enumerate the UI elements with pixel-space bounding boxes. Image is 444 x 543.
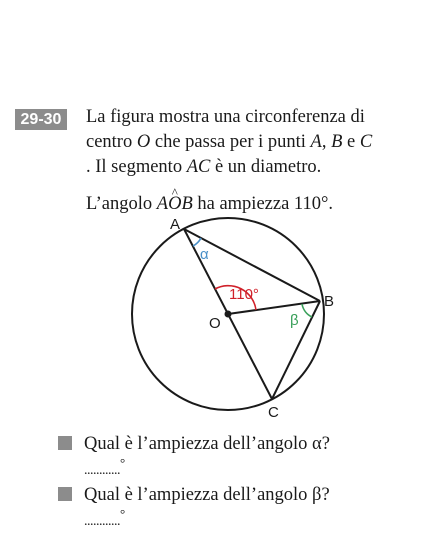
- alpha-arc: [193, 238, 201, 246]
- question-1-text: Qual è l’ampiezza dell’angolo α?: [84, 434, 330, 454]
- point-label-A: A: [170, 216, 181, 233]
- question-1-answer-blank[interactable]: ............°: [84, 455, 126, 478]
- question-2-answer-blank[interactable]: ............°: [84, 506, 126, 529]
- question-2-text: Qual è l’ampiezza dell’angolo β?: [84, 485, 330, 505]
- center-angle-label: 110°: [229, 286, 259, 303]
- beta-label: β: [290, 312, 299, 329]
- exercise-number-badge: 29-30: [15, 109, 67, 130]
- point-label-B: B: [324, 293, 335, 310]
- point-label-C: C: [268, 404, 279, 421]
- statement-line-1: La figura mostra una circonferenza di: [86, 107, 365, 127]
- question-1-marker: [58, 436, 72, 450]
- statement-line-2: centro O che passa per i punti A, B e C: [86, 132, 373, 152]
- beta-arc: [302, 304, 312, 317]
- statement-line-3: . Il segmento AC è un diametro.: [86, 157, 322, 177]
- question-2-marker: [58, 487, 72, 501]
- alpha-label: α: [200, 246, 209, 263]
- point-label-O: O: [209, 315, 221, 332]
- center-point: [225, 311, 232, 318]
- angle-vertex-O: ^ O: [168, 192, 181, 217]
- statement-line-4: L’angolo A^ OB ha ampiezza 110°.: [86, 192, 431, 217]
